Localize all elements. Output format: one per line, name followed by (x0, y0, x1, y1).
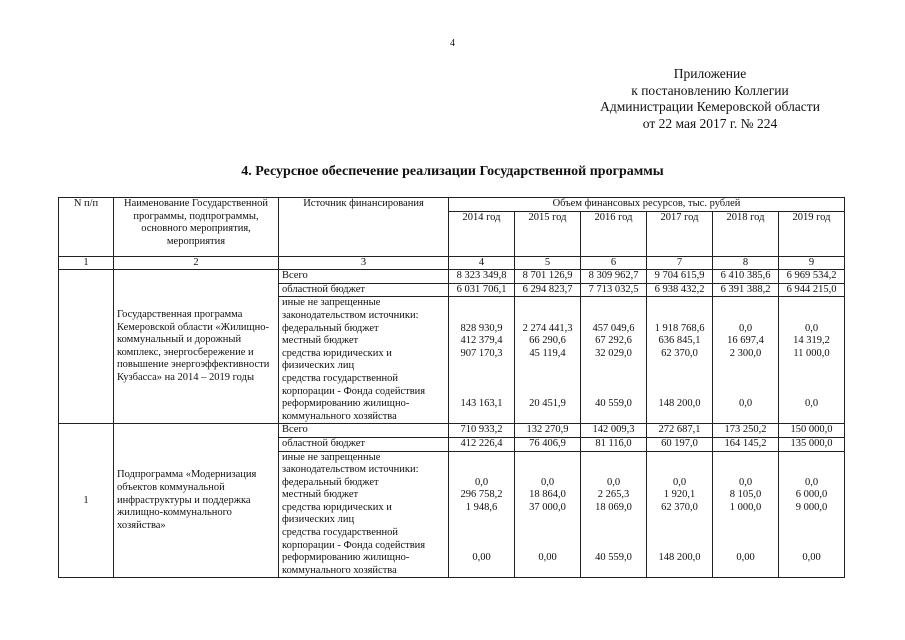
header-volume: Объем финансовых ресурсов, тыс. рублей (449, 198, 845, 212)
spacer (518, 297, 577, 310)
spacer (650, 411, 709, 424)
value-fund: 0,00 (538, 552, 557, 564)
subprogram-row-total (59, 424, 845, 438)
spacer (452, 386, 511, 399)
source-line: корпорации - Фонда содействия (282, 385, 426, 397)
value-stack (713, 297, 779, 424)
value-fund: 148 200,0 (658, 552, 701, 564)
subprogram-name: Подпрограмма «Модернизация объектов коммунальной инфраструктуры и поддержка жилищно-коммунального хозяйства» (114, 424, 279, 578)
appendix-line-4: от 22 мая 2017 г. № 224 (642, 115, 778, 131)
program-row-total (59, 270, 845, 284)
spacer (716, 386, 775, 399)
value-cell: 81 116,0 (581, 437, 647, 451)
spacer (584, 464, 643, 477)
value-legal: 11 000,0 (793, 347, 830, 359)
value-fund: 0,0 (804, 398, 819, 410)
value-cell: 8 309 962,7 (581, 270, 647, 284)
value-fund: 0,00 (802, 552, 821, 564)
source-line: реформированию жилищно- (282, 398, 410, 410)
source-line: реформированию жилищно- (282, 552, 410, 564)
spacer (452, 310, 511, 323)
spacer (716, 411, 775, 424)
spacer (452, 514, 511, 527)
spacer (782, 565, 841, 578)
value-stack (449, 451, 515, 578)
year-2018: 2018 год (713, 211, 779, 256)
appendix-line-2: к постановлению Коллегии (631, 82, 789, 98)
value-cell: 164 145,2 (713, 437, 779, 451)
spacer (716, 527, 775, 540)
year-2017: 2017 год (647, 211, 713, 256)
spacer (716, 297, 775, 310)
spacer (584, 540, 643, 553)
value-stack (581, 451, 647, 578)
year-2016: 2016 год (581, 211, 647, 256)
source-line: коммунального хозяйства (282, 564, 397, 576)
value-cell: 60 197,0 (647, 437, 713, 451)
value-local: 2 265,3 (597, 489, 630, 501)
source-regional: областной бюджет (279, 283, 449, 297)
value-legal: 62 370,0 (661, 501, 698, 513)
source-line: федеральный бюджет (282, 476, 379, 488)
value-fund: 148 200,0 (658, 398, 701, 410)
spacer (782, 464, 841, 477)
value-legal: 2 300,0 (729, 347, 762, 359)
spacer (584, 527, 643, 540)
value-cell: 8 701 126,9 (515, 270, 581, 284)
spacer (716, 360, 775, 373)
source-line: местный бюджет (282, 489, 359, 501)
value-federal: 828 930,9 (460, 322, 503, 334)
value-legal: 45 119,4 (529, 347, 566, 359)
page-number: 4 (450, 38, 455, 49)
spacer (518, 565, 577, 578)
spacer (518, 386, 577, 399)
value-federal: 0,0 (474, 476, 489, 488)
value-federal: 0,0 (672, 476, 687, 488)
spacer (782, 411, 841, 424)
index-cell: 8 (713, 256, 779, 270)
source-total: Всего (279, 424, 449, 438)
value-cell: 9 704 615,9 (647, 270, 713, 284)
spacer (650, 373, 709, 386)
value-legal: 18 069,0 (595, 501, 632, 513)
spacer (716, 540, 775, 553)
program-name: Государственная программа Кемеровской области «Жилищно-коммунальный и дорожный комплекс, энергосбережение и повышение энергоэффективности Кузбасса» на 2014 – 2019 годы (114, 270, 279, 424)
appendix-line-1: Приложение (673, 66, 747, 81)
spacer (650, 452, 709, 465)
page-title: 4. Ресурсное обеспечение реализации Государственной программы (241, 164, 664, 179)
value-local: 18 864,0 (529, 489, 566, 501)
spacer (716, 373, 775, 386)
spacer (452, 411, 511, 424)
index-cell: 4 (449, 256, 515, 270)
spacer (452, 527, 511, 540)
spacer (584, 360, 643, 373)
value-fund: 20 451,9 (529, 398, 566, 410)
source-line: средства юридических и (282, 347, 392, 359)
value-federal: 0,0 (804, 322, 819, 334)
spacer (650, 310, 709, 323)
program-num (59, 270, 114, 424)
spacer (584, 452, 643, 465)
value-fund: 0,0 (738, 398, 753, 410)
value-cell: 135 000,0 (779, 437, 845, 451)
value-cell: 6 944 215,0 (779, 283, 845, 297)
source-line: коммунального хозяйства (282, 410, 397, 422)
spacer (650, 297, 709, 310)
value-local: 66 290,6 (529, 335, 566, 347)
value-stack (779, 451, 845, 578)
header-name: Наименование Государственной программы, подпрограммы, основного мероприятия, мероприятия (114, 198, 279, 257)
spacer (650, 464, 709, 477)
spacer (782, 527, 841, 540)
spacer (584, 373, 643, 386)
source-line: иные не запрещенные (282, 297, 381, 309)
spacer (452, 565, 511, 578)
value-stack (647, 297, 713, 424)
value-legal: 907 170,3 (460, 347, 503, 359)
value-local: 14 319,2 (793, 335, 830, 347)
header-row-1 (59, 198, 845, 212)
source-line: средства государственной (282, 372, 398, 384)
value-fund: 0,00 (736, 552, 755, 564)
source-line: местный бюджет (282, 335, 359, 347)
value-legal: 62 370,0 (661, 347, 698, 359)
spacer (782, 452, 841, 465)
spacer (452, 540, 511, 553)
value-legal: 37 000,0 (529, 501, 566, 513)
value-fund: 40 559,0 (595, 398, 632, 410)
value-federal: 457 049,6 (592, 322, 635, 334)
value-cell: 132 270,9 (515, 424, 581, 438)
value-cell: 6 410 385,6 (713, 270, 779, 284)
resource-table (58, 197, 845, 578)
spacer (716, 310, 775, 323)
value-local: 6 000,0 (795, 489, 828, 501)
value-stack (515, 451, 581, 578)
spacer (518, 514, 577, 527)
value-fund: 143 163,1 (460, 398, 503, 410)
source-line: средства юридических и (282, 501, 392, 513)
value-stack (515, 297, 581, 424)
value-cell: 412 226,4 (449, 437, 515, 451)
value-cell: 76 406,9 (515, 437, 581, 451)
spacer (584, 514, 643, 527)
index-cell: 5 (515, 256, 581, 270)
source-regional: областной бюджет (279, 437, 449, 451)
value-fund: 0,00 (472, 552, 491, 564)
value-cell: 710 933,2 (449, 424, 515, 438)
spacer (650, 514, 709, 527)
source-other (279, 451, 449, 578)
source-line: законодательством источники: (282, 464, 419, 476)
spacer (452, 360, 511, 373)
spacer (584, 310, 643, 323)
spacer (650, 386, 709, 399)
value-legal: 1 948,6 (465, 501, 498, 513)
value-cell: 6 938 432,2 (647, 283, 713, 297)
index-cell: 7 (647, 256, 713, 270)
spacer (452, 373, 511, 386)
value-federal: 2 274 441,3 (522, 322, 573, 334)
spacer (716, 565, 775, 578)
value-local: 412 379,4 (460, 335, 503, 347)
subprogram-num: 1 (59, 424, 114, 578)
spacer (518, 411, 577, 424)
value-legal: 9 000,0 (795, 501, 828, 513)
value-cell: 6 294 823,7 (515, 283, 581, 297)
spacer (518, 452, 577, 465)
value-cell: 6 969 534,2 (779, 270, 845, 284)
spacer (584, 297, 643, 310)
source-other (279, 297, 449, 424)
spacer (650, 360, 709, 373)
appendix-line-3: Администрации Кемеровской области (600, 99, 820, 114)
value-local: 296 758,2 (460, 489, 503, 501)
spacer (452, 297, 511, 310)
spacer (452, 452, 511, 465)
value-federal: 1 918 768,6 (654, 322, 705, 334)
spacer (518, 360, 577, 373)
value-local: 16 697,4 (727, 335, 764, 347)
value-cell: 150 000,0 (779, 424, 845, 438)
header-num: N п/п (59, 198, 114, 257)
source-line: физических лиц (282, 360, 355, 372)
value-cell: 7 713 032,5 (581, 283, 647, 297)
value-legal: 1 000,0 (729, 501, 762, 513)
source-line: законодательством источники: (282, 309, 419, 321)
value-stack (581, 297, 647, 424)
spacer (650, 527, 709, 540)
value-stack (449, 297, 515, 424)
spacer (716, 514, 775, 527)
source-line: средства государственной (282, 527, 398, 539)
value-cell: 6 031 706,1 (449, 283, 515, 297)
value-cell: 142 009,3 (581, 424, 647, 438)
value-cell: 6 391 388,2 (713, 283, 779, 297)
spacer (584, 411, 643, 424)
spacer (518, 373, 577, 386)
spacer (584, 565, 643, 578)
spacer (518, 540, 577, 553)
spacer (584, 386, 643, 399)
value-stack (779, 297, 845, 424)
spacer (716, 452, 775, 465)
appendix-block (560, 66, 860, 132)
value-federal: 0,0 (606, 476, 621, 488)
value-local: 636 845,1 (658, 335, 701, 347)
value-stack (647, 451, 713, 578)
spacer (518, 527, 577, 540)
value-local: 67 292,6 (595, 335, 632, 347)
source-line: физических лиц (282, 514, 355, 526)
spacer (782, 514, 841, 527)
spacer (716, 464, 775, 477)
value-legal: 32 029,0 (595, 347, 632, 359)
source-total: Всего (279, 270, 449, 284)
index-cell: 3 (279, 256, 449, 270)
spacer (782, 373, 841, 386)
value-local: 8 105,0 (729, 489, 762, 501)
spacer (650, 565, 709, 578)
value-federal: 0,0 (540, 476, 555, 488)
spacer (782, 360, 841, 373)
spacer (782, 310, 841, 323)
spacer (518, 464, 577, 477)
spacer (782, 540, 841, 553)
year-2014: 2014 год (449, 211, 515, 256)
source-line: федеральный бюджет (282, 322, 379, 334)
value-cell: 8 323 349,8 (449, 270, 515, 284)
index-cell: 2 (114, 256, 279, 270)
spacer (452, 464, 511, 477)
value-cell: 173 250,2 (713, 424, 779, 438)
index-cell: 6 (581, 256, 647, 270)
spacer (782, 297, 841, 310)
value-federal: 0,0 (804, 476, 819, 488)
value-fund: 40 559,0 (595, 552, 632, 564)
value-federal: 0,0 (738, 322, 753, 334)
spacer (518, 310, 577, 323)
value-stack (713, 451, 779, 578)
value-local: 1 920,1 (663, 489, 696, 501)
year-2015: 2015 год (515, 211, 581, 256)
index-cell: 1 (59, 256, 114, 270)
value-federal: 0,0 (738, 476, 753, 488)
spacer (650, 540, 709, 553)
value-cell: 272 687,1 (647, 424, 713, 438)
year-2019: 2019 год (779, 211, 845, 256)
header-source: Источник финансирования (279, 198, 449, 257)
index-row (59, 256, 845, 270)
spacer (782, 386, 841, 399)
source-line: иные не запрещенные (282, 451, 381, 463)
index-cell: 9 (779, 256, 845, 270)
source-line: корпорации - Фонда содействия (282, 539, 426, 551)
